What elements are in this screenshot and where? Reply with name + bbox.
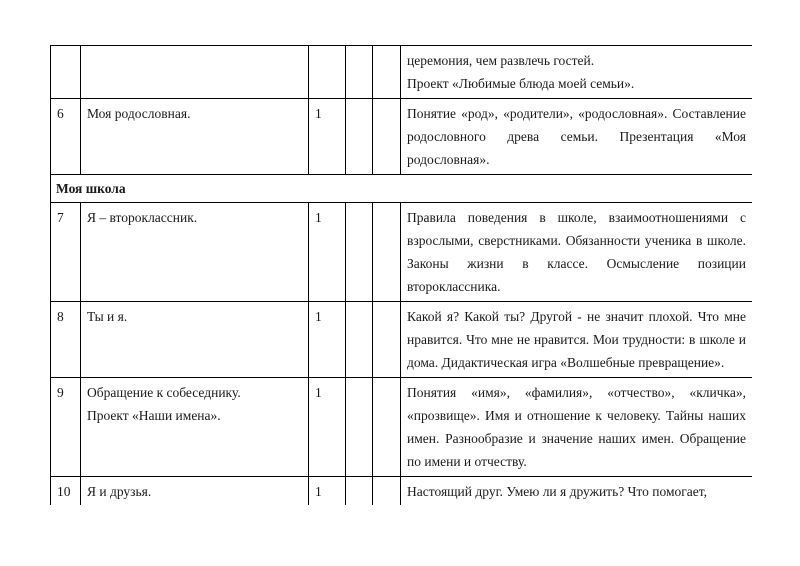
topic-text: Моя родословная.	[87, 106, 191, 121]
empty-cell	[346, 302, 373, 378]
table-row	[51, 203, 753, 302]
empty-cell	[373, 46, 401, 99]
empty-cell	[373, 99, 401, 175]
lesson-number-cell: 6	[51, 99, 81, 175]
topic-text: Я – второклассник.	[87, 210, 198, 225]
topic-text: Я и друзья.	[87, 484, 152, 499]
empty-cell	[346, 99, 373, 175]
topic-cell	[81, 203, 309, 302]
topic-text: Обращение к собеседнику.	[87, 385, 241, 400]
hours-cell: 1	[309, 477, 346, 506]
description-cell	[401, 378, 753, 477]
description-cell	[401, 99, 753, 175]
empty-cell	[373, 477, 401, 506]
description-text: Проект «Любимые блюда моей семьи».	[407, 76, 635, 91]
lesson-number-cell: 7	[51, 203, 81, 302]
topic-cell	[81, 99, 309, 175]
description-text: Настоящий друг. Умею ли я дружить? Что помогает,	[407, 484, 708, 499]
table-row	[51, 302, 753, 378]
topic-cell	[81, 378, 309, 477]
empty-cell	[346, 203, 373, 302]
hours-cell: 1	[309, 302, 346, 378]
hours-cell	[309, 46, 346, 99]
hours-cell: 1	[309, 378, 346, 477]
description-text: Понятие «род», «родители», «родословная». Составление родословного древа семьи. Презентация «Моя родословная».	[407, 106, 746, 167]
lesson-number-cell: 9	[51, 378, 81, 477]
table-row	[51, 378, 753, 477]
section-row	[51, 175, 753, 203]
empty-cell	[346, 378, 373, 477]
curriculum-table	[50, 45, 752, 505]
topic-cell	[81, 46, 309, 99]
topic-text: Ты и я.	[87, 309, 128, 324]
empty-cell	[373, 203, 401, 302]
topic-cell	[81, 477, 309, 506]
hours-cell: 1	[309, 203, 346, 302]
empty-cell	[373, 302, 401, 378]
table-row	[51, 46, 753, 99]
lesson-number-cell: 8	[51, 302, 81, 378]
curriculum-table-body	[51, 46, 753, 506]
description-text: Понятия «имя», «фамилия», «отчество», «кличка», «прозвище». Имя и отношение к человеку. Тайны наших имен. Разнообразие и значение наших имен. Обращение по имени и отчеству.	[407, 385, 746, 469]
table-row	[51, 477, 753, 506]
description-cell	[401, 477, 753, 506]
description-cell	[401, 203, 753, 302]
empty-cell	[346, 46, 373, 99]
topic-cell	[81, 302, 309, 378]
empty-cell	[346, 477, 373, 506]
lesson-number-cell: 10	[51, 477, 81, 506]
description-cell	[401, 46, 753, 99]
topic-text: Проект «Наши имена».	[87, 408, 221, 423]
table-row	[51, 99, 753, 175]
description-text: Какой я? Какой ты? Другой - не значит плохой. Что мне нравится. Что мне не нравится. Мои трудности: в школе и дома. Дидактическая игра «Волшебные превращение».	[407, 309, 746, 370]
section-label: Моя школа	[51, 175, 753, 203]
empty-cell	[373, 378, 401, 477]
document-page	[50, 45, 752, 505]
description-cell	[401, 302, 753, 378]
lesson-number-cell	[51, 46, 81, 99]
hours-cell: 1	[309, 99, 346, 175]
description-text: Правила поведения в школе, взаимоотношениями с взрослыми, сверстниками. Обязанности ученика в школе. Законы жизни в классе. Осмысление позиции второклассника.	[407, 210, 746, 294]
description-text: церемония, чем развлечь гостей.	[407, 53, 595, 68]
